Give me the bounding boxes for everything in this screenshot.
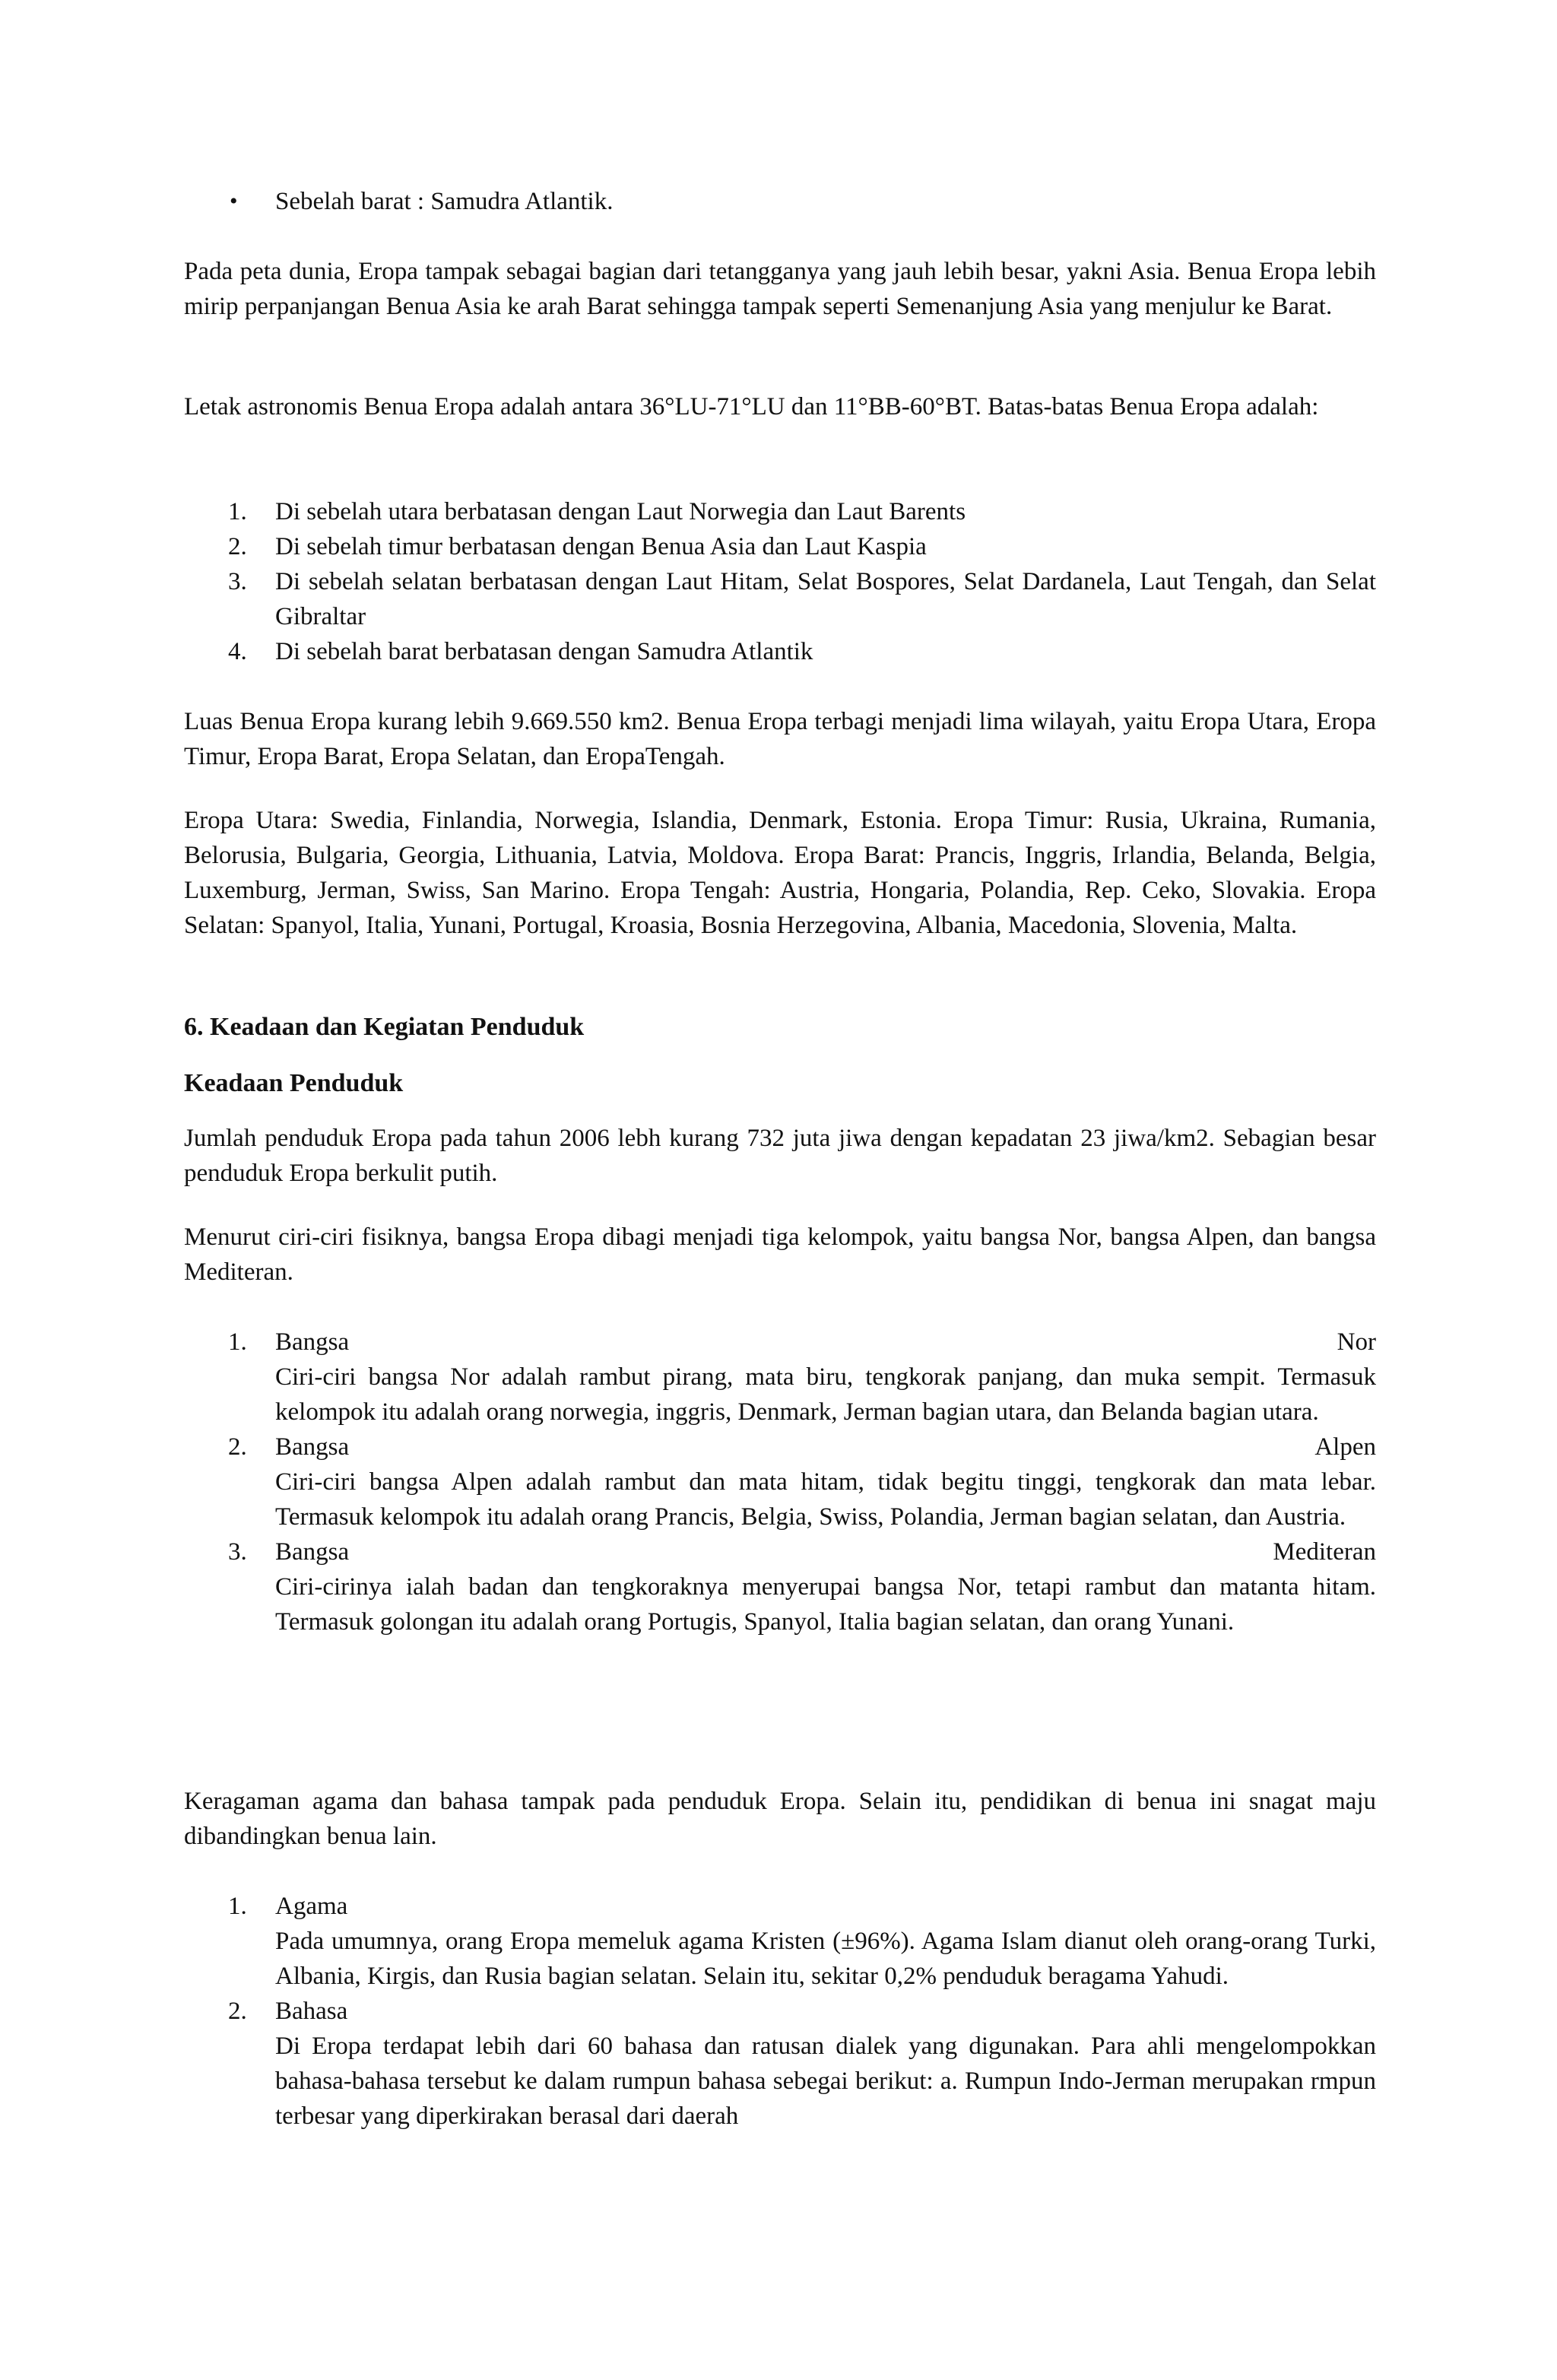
borders-list (228, 494, 1376, 669)
list-item (228, 494, 1376, 529)
section-heading: 6. Keadaan dan Kegiatan Penduduk (184, 1013, 585, 1041)
list-description: Ciri-cirinya ialah badan dan tengkoraknya menyerupai bangsa Nor, tetapi rambut dan matanta hitam. Termasuk golongan itu adalah orang Portugis, Spanyol, Italia bagian selatan, dan orang Yunani. (275, 1573, 1376, 1636)
paragraph-population: Jumlah penduduk Eropa pada tahun 2006 lebh kurang 732 juta jiwa dengan kepadatan 23 jiwa/km2. Sebagian besar penduduk Eropa berkulit putih. (184, 1125, 1376, 1187)
paragraph-diversity: Keragaman agama dan bahasa tampak pada penduduk Eropa. Selain itu, pendidikan di benua ini snagat maju dibandingkan benua lain. (184, 1788, 1376, 1850)
bullet-text: Sebelah barat : Samudra Atlantik. (275, 188, 614, 215)
list-number: 1. (228, 498, 247, 525)
list-item (228, 634, 1376, 669)
list-text: Di sebelah barat berbatasan dengan Samudra Atlantik (275, 638, 813, 665)
list-title-left: Bangsa (275, 1433, 350, 1461)
list-item (228, 1430, 1376, 1534)
subsection-heading: Keadaan Penduduk (184, 1069, 404, 1097)
list-description: Di Eropa terdapat lebih dari 60 bahasa dan ratusan dialek yang digunakan. Para ahli mengelompokkan bahasa-bahasa tersebut ke dalam rumpun bahasa sebegai berikut: a. Rumpun Indo-Jerman merupakan rmpun terbesar yang diperkirakan berasal dari daerah (275, 2033, 1376, 2130)
nations-list (228, 1325, 1376, 1639)
list-number: 2. (228, 1998, 247, 2025)
list-item (228, 1534, 1376, 1639)
list-number: 4. (228, 638, 247, 665)
list-item (228, 564, 1376, 634)
paragraph-regions: Eropa Utara: Swedia, Finlandia, Norwegia, Islandia, Denmark, Estonia. Eropa Timur: Rusia, Ukraina, Rumania, Belorusia, Bulgaria, Georgia, Lithuania, Latvia, Moldova. Eropa Barat: Prancis, Inggris, Irlandia, Belanda, Belgia, Luxemburg, Jerman, Swiss, San Marino. Eropa Tengah: Austria, Hongaria, Polandia, Rep. Ceko, Slovakia. Eropa Selatan: Spanyol, Italia, Yunani, Portugal, Kroasia, Bosnia Herzegovina, Albania, Macedonia, Slovenia, Malta. (184, 807, 1376, 939)
list-title-right: Mediteran (1273, 1538, 1376, 1566)
list-number: 3. (228, 568, 247, 595)
list-text: Di sebelah utara berbatasan dengan Laut Norwegia dan Laut Barents (275, 498, 966, 525)
list-title: Bahasa (275, 1998, 348, 2025)
list-number: 1. (228, 1893, 247, 1920)
list-item (228, 1994, 1376, 2134)
list-text: Di sebelah selatan berbatasan dengan Laut Hitam, Selat Bospores, Selat Dardanela, Laut Tengah, dan Selat Gibraltar (275, 568, 1376, 630)
list-description: Ciri-ciri bangsa Alpen adalah rambut dan mata hitam, tidak begitu tinggi, tengkorak dan mata lebar. Termasuk kelompok itu adalah orang Prancis, Belgia, Swiss, Polandia, Jerman bagian selatan, dan Austria. (275, 1468, 1376, 1531)
list-number: 2. (228, 1433, 247, 1461)
list-description: Pada umumnya, orang Eropa memeluk agama Kristen (±96%). Agama Islam dianut oleh orang-orang Turki, Albania, Kirgis, dan Rusia bagian selatan. Selain itu, sekitar 0,2% penduduk beragama Yahudi. (275, 1928, 1376, 1990)
list-item (228, 529, 1376, 564)
list-title-right: Nor (1337, 1328, 1376, 1356)
list-number: 1. (228, 1328, 247, 1356)
list-number: 3. (228, 1538, 247, 1566)
list-number: 2. (228, 533, 247, 560)
list-item (228, 1325, 1376, 1430)
list-text: Di sebelah timur berbatasan dengan Benua Asia dan Laut Kaspia (275, 533, 927, 560)
list-title-left: Bangsa (275, 1328, 350, 1356)
list-item (228, 1889, 1376, 1994)
bullet-item (230, 184, 1370, 219)
paragraph-area: Luas Benua Eropa kurang lebih 9.669.550 km2. Benua Eropa terbagi menjadi lima wilayah, yaitu Eropa Utara, Eropa Timur, Eropa Barat, Eropa Selatan, dan EropaTengah. (184, 708, 1376, 770)
paragraph-physical-groups: Menurut ciri-ciri fisiknya, bangsa Eropa dibagi menjadi tiga kelompok, yaitu bangsa Nor, bangsa Alpen, dan bangsa Mediteran. (184, 1223, 1376, 1286)
bullet-symbol: • (230, 189, 238, 214)
list-title-right: Alpen (1314, 1433, 1376, 1461)
list-title: Agama (275, 1893, 348, 1920)
paragraph-europe-map: Pada peta dunia, Eropa tampak sebagai bagian dari tetangganya yang jauh lebih besar, yakni Asia. Benua Eropa lebih mirip perpanjangan Benua Asia ke arah Barat sehingga tampak seperti Semenanjung Asia yang menjulur ke Barat. (184, 258, 1376, 320)
paragraph-astronomical-location: Letak astronomis Benua Eropa adalah antara 36°LU-71°LU dan 11°BB-60°BT. Batas-batas Benua Eropa adalah: (184, 393, 1319, 420)
list-description: Ciri-ciri bangsa Nor adalah rambut pirang, mata biru, tengkorak panjang, dan muka sempit. Termasuk kelompok itu adalah orang norwegia, inggris, Denmark, Jerman bagian utara, dan Belanda bagian utara. (275, 1363, 1376, 1426)
culture-list (228, 1889, 1376, 2134)
list-title-left: Bangsa (275, 1538, 350, 1566)
